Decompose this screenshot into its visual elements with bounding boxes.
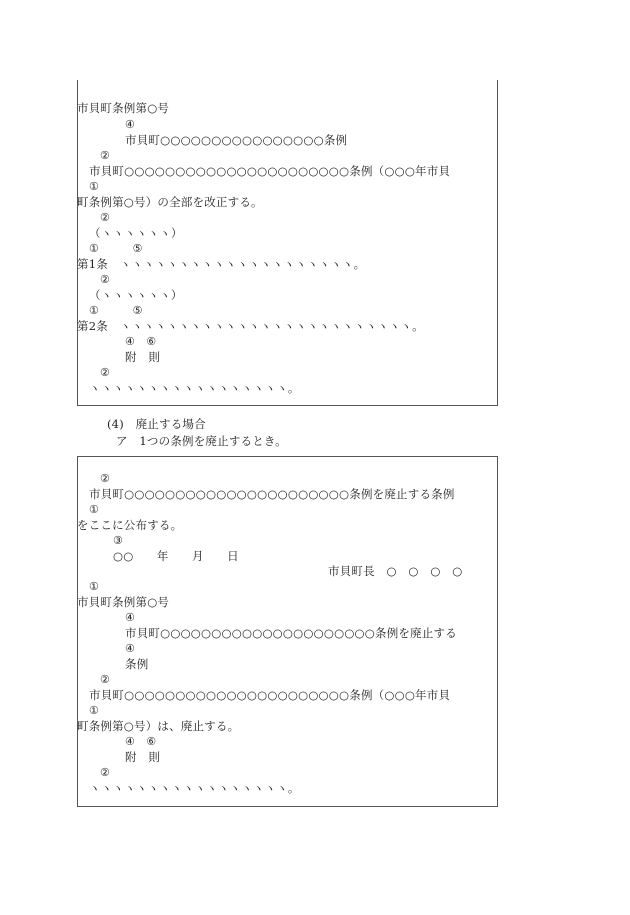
marker-2: ② xyxy=(100,149,111,162)
marker-2: ② xyxy=(100,766,111,779)
marker-4: ④ xyxy=(125,642,136,655)
supplementary-provisions-heading: 附 則 xyxy=(125,350,161,364)
repeal-line-2: 町条例第○号）は、廃止する。 xyxy=(77,719,240,733)
ordinance-title-line-3: 条例 xyxy=(125,657,149,671)
marker-1-5: ① ⑤ xyxy=(89,242,143,255)
marker-1: ① xyxy=(89,180,100,193)
marker-2: ② xyxy=(100,211,111,224)
marker-4: ④ xyxy=(125,611,136,624)
marker-3: ③ xyxy=(113,534,124,547)
repeal-line-1: 市貝町○○○○○○○○○○○○○○○○○○○○○○条例（○○○年市貝 xyxy=(89,688,451,702)
marker-4-6: ④ ⑥ xyxy=(125,335,157,348)
preamble-line-2: 町条例第○号）の全部を改正する。 xyxy=(77,195,263,209)
marker-2: ② xyxy=(100,366,111,379)
marker-4: ④ xyxy=(125,118,136,131)
article-1: 第1条 ヽヽヽヽヽヽヽヽヽヽヽヽヽヽヽヽヽヽヽヽ。 xyxy=(77,257,366,271)
ordinance-title-line-1: 市貝町○○○○○○○○○○○○○○○○○○○○○○条例を廃止する条例 xyxy=(89,487,455,501)
supplementary-provisions-heading: 附 則 xyxy=(125,750,161,764)
marker-2: ② xyxy=(100,472,111,485)
preamble-line-1: 市貝町○○○○○○○○○○○○○○○○○○○○○○条例（○○○年市貝 xyxy=(89,164,451,178)
article-2: 第2条 ヽヽヽヽヽヽヽヽヽヽヽヽヽヽヽヽヽヽヽヽヽヽヽヽヽ。 xyxy=(77,319,424,333)
promulgation-text: をここに公布する。 xyxy=(77,518,183,532)
mayor-signature-line: 市貝町長 ○ ○ ○ ○ xyxy=(328,564,463,578)
marker-2: ② xyxy=(100,273,111,286)
marker-1: ① xyxy=(89,503,100,516)
marker-1-5: ① ⑤ xyxy=(89,304,143,317)
section-subheading: ア 1つの条例を廃止するとき。 xyxy=(116,434,287,448)
ordinance-number: 市貝町条例第○号 xyxy=(77,101,170,115)
article-caption-2: （ヽヽヽヽヽヽ） xyxy=(89,288,183,302)
marker-1: ① xyxy=(89,580,100,593)
marker-1: ① xyxy=(89,704,100,717)
ordinance-number: 市貝町条例第○号 xyxy=(77,595,170,609)
supplementary-provisions-text: ヽヽヽヽヽヽヽヽヽヽヽヽヽヽヽヽヽ。 xyxy=(89,781,300,795)
ordinance-title-line-2: 市貝町○○○○○○○○○○○○○○○○○○○○○条例を廃止する xyxy=(125,626,457,640)
article-caption-1: （ヽヽヽヽヽヽ） xyxy=(89,226,183,240)
ordinance-title: 市貝町○○○○○○○○○○○○○○○○条例 xyxy=(125,133,348,147)
marker-2: ② xyxy=(100,673,111,686)
marker-4-6: ④ ⑥ xyxy=(125,735,157,748)
date-line: ○○ 年 月 日 xyxy=(113,549,239,563)
supplementary-provisions-text: ヽヽヽヽヽヽヽヽヽヽヽヽヽヽヽヽヽ。 xyxy=(89,381,300,395)
section-heading: (4) 廃止する場合 xyxy=(107,417,206,431)
